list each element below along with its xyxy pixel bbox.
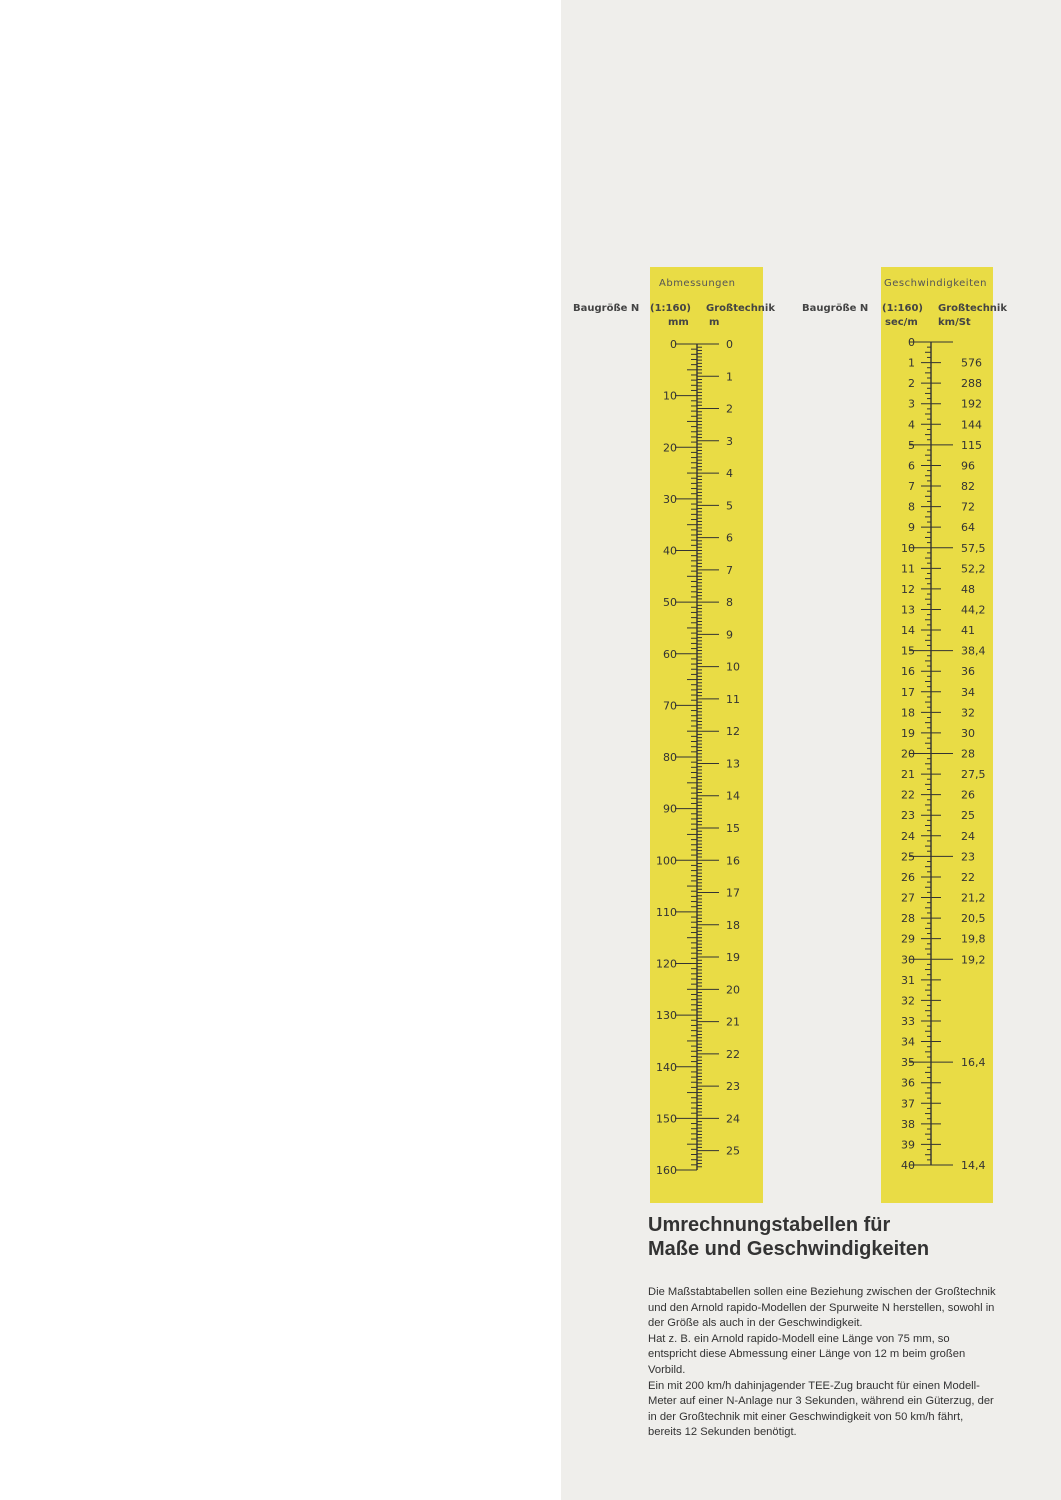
speed-kmh-label: 144 bbox=[961, 418, 982, 432]
dim-mm-label: 60 bbox=[663, 647, 677, 661]
dim-m-label: 12 bbox=[726, 725, 740, 739]
speed-sec-label: 7 bbox=[908, 480, 915, 494]
speed-sec-label: 20 bbox=[901, 747, 915, 761]
speed-kmh-label: 57,5 bbox=[961, 541, 986, 555]
speed-sec-label: 17 bbox=[901, 685, 915, 699]
speed-sec-label: 28 bbox=[901, 912, 915, 926]
dim-mm-label: 70 bbox=[663, 699, 677, 713]
dim-m-label: 20 bbox=[726, 983, 740, 997]
dim-mm-label: 110 bbox=[656, 905, 677, 919]
speed-kmh-label: 52,2 bbox=[961, 562, 986, 576]
speed-sec-label: 33 bbox=[901, 1014, 915, 1028]
speed-right-label: Großtechnik bbox=[938, 303, 1008, 314]
speed-sec-label: 38 bbox=[901, 1117, 915, 1131]
dim-mm-label: 30 bbox=[663, 492, 677, 506]
speed-left-group-label: Baugröße N bbox=[802, 303, 869, 314]
speed-sec-label: 9 bbox=[908, 521, 915, 535]
paragraph-1: Die Maßstabtabellen sollen eine Beziehung zwischen der Großtechnik und den Arnold rapido-Modellen der Spurweite N herstellen, sowohl in der Größe als auch in der Geschwindigkeit. bbox=[648, 1286, 996, 1330]
speed-sec-label: 23 bbox=[901, 809, 915, 823]
speed-kmh-label: 115 bbox=[961, 438, 982, 452]
dim-mm-label: 140 bbox=[656, 1060, 677, 1074]
speed-kmh-label: 38,4 bbox=[961, 644, 986, 658]
speed-sec-label: 19 bbox=[901, 726, 915, 740]
dimensions-title: Abmessungen bbox=[659, 278, 736, 289]
speed-kmh-label: 48 bbox=[961, 582, 975, 596]
dim-m-label: 4 bbox=[726, 467, 733, 481]
speed-title: Geschwindigkeiten bbox=[884, 278, 987, 289]
speed-kmh-label: 64 bbox=[961, 521, 975, 535]
dim-m-label: 15 bbox=[726, 821, 740, 835]
dim-m-label: 10 bbox=[726, 660, 740, 674]
dim-m-label: 22 bbox=[726, 1047, 740, 1061]
speed-sec-label: 6 bbox=[908, 459, 915, 473]
speed-sec-label: 21 bbox=[901, 768, 915, 782]
speed-sec-label: 22 bbox=[901, 788, 915, 802]
speed-kmh-label: 44,2 bbox=[961, 603, 986, 617]
speed-left-scale-label: (1:160) bbox=[882, 303, 923, 314]
dim-m-label: 2 bbox=[726, 402, 733, 416]
speed-sec-label: 29 bbox=[901, 932, 915, 946]
dim-m-label: 5 bbox=[726, 499, 733, 513]
speed-kmh-label: 34 bbox=[961, 685, 975, 699]
speed-kmh-label: 82 bbox=[961, 480, 975, 494]
speed-kmh-label: 576 bbox=[961, 356, 982, 370]
speed-sec-label: 13 bbox=[901, 603, 915, 617]
dim-mm-label: 90 bbox=[663, 802, 677, 816]
speed-kmh-label: 25 bbox=[961, 809, 975, 823]
dim-left-group-label: Baugröße N bbox=[573, 303, 640, 314]
speed-sec-label: 25 bbox=[901, 850, 915, 864]
speed-kmh-label: 19,2 bbox=[961, 953, 986, 967]
dim-mm-label: 20 bbox=[663, 441, 677, 455]
speed-kmh-label: 14,4 bbox=[961, 1159, 986, 1172]
dim-m-label: 1 bbox=[726, 370, 733, 384]
speed-sec-label: 0 bbox=[908, 336, 915, 349]
dim-mm-label: 10 bbox=[663, 389, 677, 403]
speed-sec-label: 14 bbox=[901, 624, 915, 638]
speed-sec-label: 16 bbox=[901, 665, 915, 679]
dim-mm-label: 100 bbox=[656, 854, 677, 868]
speed-kmh-label: 16,4 bbox=[961, 1056, 986, 1070]
dim-m-label: 9 bbox=[726, 628, 733, 642]
speed-sec-label: 40 bbox=[901, 1159, 915, 1172]
speed-sec-label: 39 bbox=[901, 1138, 915, 1152]
dim-m-label: 13 bbox=[726, 757, 740, 771]
dim-m-label: 8 bbox=[726, 596, 733, 610]
speed-sec-label: 32 bbox=[901, 994, 915, 1008]
speed-kmh-label: 21,2 bbox=[961, 891, 986, 905]
speed-sec-label: 26 bbox=[901, 870, 915, 884]
dim-mm-label: 40 bbox=[663, 544, 677, 558]
speed-sec-label: 12 bbox=[901, 582, 915, 596]
dim-mm-label: 150 bbox=[656, 1112, 677, 1126]
speed-kmh-label: 72 bbox=[961, 500, 975, 514]
dim-m-label: 25 bbox=[726, 1144, 740, 1158]
dim-m-label: 3 bbox=[726, 434, 733, 448]
dim-m-label: 0 bbox=[726, 338, 733, 351]
speed-sec-label: 8 bbox=[908, 500, 915, 514]
dim-left-unit: mm bbox=[668, 317, 689, 328]
dim-m-label: 14 bbox=[726, 789, 740, 803]
speed-kmh-label: 19,8 bbox=[961, 932, 986, 946]
dim-m-label: 11 bbox=[726, 692, 740, 706]
dim-right-label: Großtechnik bbox=[706, 303, 776, 314]
article-body bbox=[648, 1285, 998, 1441]
speed-sec-label: 11 bbox=[901, 562, 915, 576]
speed-sec-label: 35 bbox=[901, 1056, 915, 1070]
speed-left-unit: sec/m bbox=[885, 317, 918, 328]
speed-sec-label: 5 bbox=[908, 438, 915, 452]
speed-kmh-label: 96 bbox=[961, 459, 975, 473]
dim-m-label: 23 bbox=[726, 1080, 740, 1094]
speed-sec-label: 3 bbox=[908, 397, 915, 411]
speed-kmh-label: 288 bbox=[961, 377, 982, 391]
heading-line-2: Maße und Geschwindigkeiten bbox=[648, 1238, 930, 1260]
speed-sec-label: 18 bbox=[901, 706, 915, 720]
dim-mm-label: 80 bbox=[663, 751, 677, 764]
speed-sec-label: 36 bbox=[901, 1076, 915, 1090]
speed-sec-label: 31 bbox=[901, 973, 915, 987]
speed-kmh-label: 22 bbox=[961, 870, 975, 884]
speed-kmh-label: 28 bbox=[961, 747, 975, 761]
speed-kmh-label: 26 bbox=[961, 788, 975, 802]
speed-sec-label: 4 bbox=[908, 418, 915, 432]
speed-sec-label: 15 bbox=[901, 644, 915, 658]
speed-kmh-label: 30 bbox=[961, 726, 975, 740]
speed-sec-label: 2 bbox=[908, 377, 915, 391]
dim-m-label: 6 bbox=[726, 531, 733, 545]
page-heading bbox=[648, 1213, 929, 1261]
dim-m-label: 17 bbox=[726, 886, 740, 900]
speed-kmh-label: 27,5 bbox=[961, 768, 986, 782]
speed-sec-label: 1 bbox=[908, 356, 915, 370]
dim-mm-label: 50 bbox=[663, 596, 677, 610]
speed-sec-label: 24 bbox=[901, 829, 915, 843]
speed-sec-label: 27 bbox=[901, 891, 915, 905]
heading-line-1: Umrechnungstabellen für bbox=[648, 1214, 891, 1236]
dim-mm-label: 0 bbox=[670, 338, 677, 351]
speed-kmh-label: 41 bbox=[961, 624, 975, 638]
dim-m-label: 24 bbox=[726, 1112, 740, 1126]
dim-m-label: 16 bbox=[726, 854, 740, 868]
dim-right-unit: m bbox=[709, 317, 720, 328]
paragraph-3: Ein mit 200 km/h dahinjagender TEE-Zug braucht für einen Modell-Meter auf einer N-Anlage nur 3 Sekunden, während ein Güterzug, der in der Großtechnik mit einer Geschwindigkeit von 50 km/h fährt, bereits 12 Sekunden benötigt. bbox=[648, 1379, 994, 1439]
dim-left-scale-label: (1:160) bbox=[650, 303, 691, 314]
speed-sec-label: 37 bbox=[901, 1097, 915, 1111]
dim-mm-label: 130 bbox=[656, 1009, 677, 1023]
dim-mm-label: 120 bbox=[656, 957, 677, 971]
speed-sec-label: 30 bbox=[901, 953, 915, 967]
dim-mm-label: 160 bbox=[656, 1164, 677, 1177]
speed-kmh-label: 32 bbox=[961, 706, 975, 720]
paragraph-2: Hat z. B. ein Arnold rapido-Modell eine Länge von 75 mm, so entspricht diese Abmessung einer Länge von 12 m beim großen Vorbild. bbox=[648, 1332, 966, 1376]
speed-sec-label: 10 bbox=[901, 541, 915, 555]
speed-kmh-label: 36 bbox=[961, 665, 975, 679]
speed-kmh-label: 192 bbox=[961, 397, 982, 411]
speed-kmh-label: 24 bbox=[961, 829, 975, 843]
dim-m-label: 7 bbox=[726, 563, 733, 577]
speed-kmh-label: 23 bbox=[961, 850, 975, 864]
speed-sec-label: 34 bbox=[901, 1035, 915, 1049]
dim-m-label: 18 bbox=[726, 918, 740, 932]
speed-kmh-label: 20,5 bbox=[961, 912, 986, 926]
dim-m-label: 19 bbox=[726, 951, 740, 965]
dim-m-label: 21 bbox=[726, 1015, 740, 1029]
speed-right-unit: km/St bbox=[938, 317, 971, 328]
